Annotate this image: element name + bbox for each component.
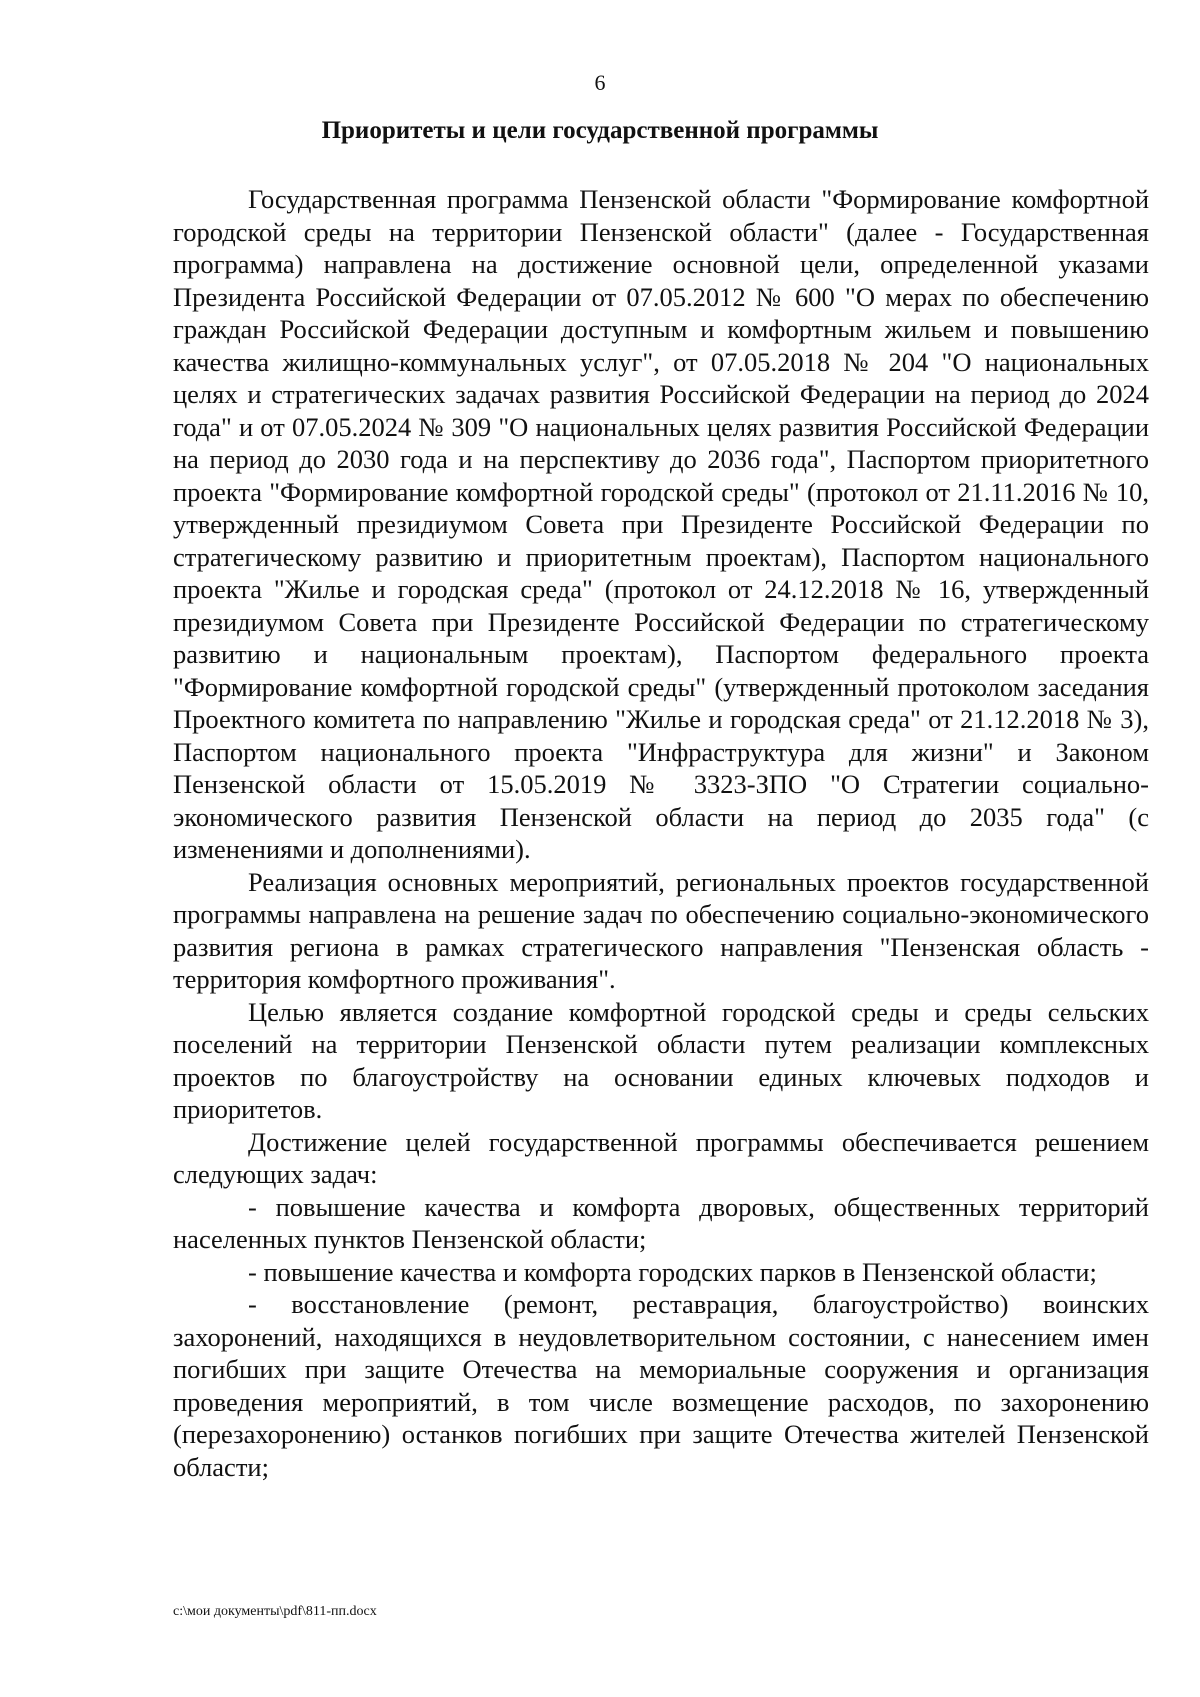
document-body <box>173 183 1149 1483</box>
page-title: Приоритеты и цели государственной программы <box>321 117 879 144</box>
list-item-task-yards: - повышение качества и комфорта дворовых, общественных территорий населенных пунктов Пензенской области; <box>173 1191 1149 1254</box>
footer-file-path: c:\мои документы\pdf\811-пп.docx <box>173 1604 377 1619</box>
paragraph-goal: Целью является создание комфортной городской среды и среды сельских поселений на территории Пензенской области путем реализации комплексных проектов по благоустройству на основании единых ключевых подходов и приоритетов. <box>173 996 1149 1124</box>
paragraph-implementation: Реализация основных мероприятий, региональных проектов государственной программы направлена на решение задач по обеспечению социально-экономического развития региона в рамках стратегического направления "Пензенская область - территория комфортного проживания". <box>173 866 1149 994</box>
paragraph-tasks-intro: Достижение целей государственной программы обеспечивается решением следующих задач: <box>173 1126 1149 1189</box>
page-number: 6 <box>594 70 606 95</box>
list-item-task-parks: - повышение качества и комфорта городских парков в Пензенской области; <box>248 1256 1097 1287</box>
paragraph-program-basis: Государственная программа Пензенской области "Формирование комфортной городской среды на территории Пензенской области" (далее - Государственная программа) направлена на достижение основной цели, определенной указами Президента Российской Федерации от 07.05.2012 № 600 "О мерах по обеспечению граждан Российской Федерации доступным и комфортным жильем и повышению качества жилищно-коммунальных услуг", от 07.05.2018 № 204 "О национальных целях и стратегических задачах развития Российской Федерации на период до 2024 года" и от 07.05.2024 № 309 "О национальных целях развития Российской Федерации на период до 2030 года и на перспективу до 2036 года", Паспортом приоритетного проекта "Формирование комфортной городской среды" (протокол от 21.11.2016 № 10, утвержденный президиумом Совета при Президенте Российской Федерации по стратегическому развитию и приоритетным проектам), Паспортом национального проекта "Жилье и городская среда" (протокол от 24.12.2018 № 16, утвержденный президиумом Совета при Президенте Российской Федерации по стратегическому развитию и национальным проектам), Паспортом федерального проекта "Формирование комфортной городской среды" (утвержденный протоколом заседания Проектного комитета по направлению "Жилье и городская среда" от 21.12.2018 № 3), Паспортом национального проекта "Инфраструктура для жизни" и Законом Пензенской области от 15.05.2019 № 3323-ЗПО "О Стратегии социально-экономического развития Пензенской области на период до 2035 года" (с изменениями и дополнениями). <box>173 184 1149 864</box>
list-item-task-memorials: - восстановление (ремонт, реставрация, благоустройство) воинских захоронений, находящихся в неудовлетворительном состоянии, с нанесением имен погибших при защите Отечества на мемориальные сооружения и организация проведения мероприятий, в том числе возмещение расходов, по захоронению (перезахоронению) останков погибших при защите Отечества жителей Пензенской области; <box>173 1289 1149 1482</box>
